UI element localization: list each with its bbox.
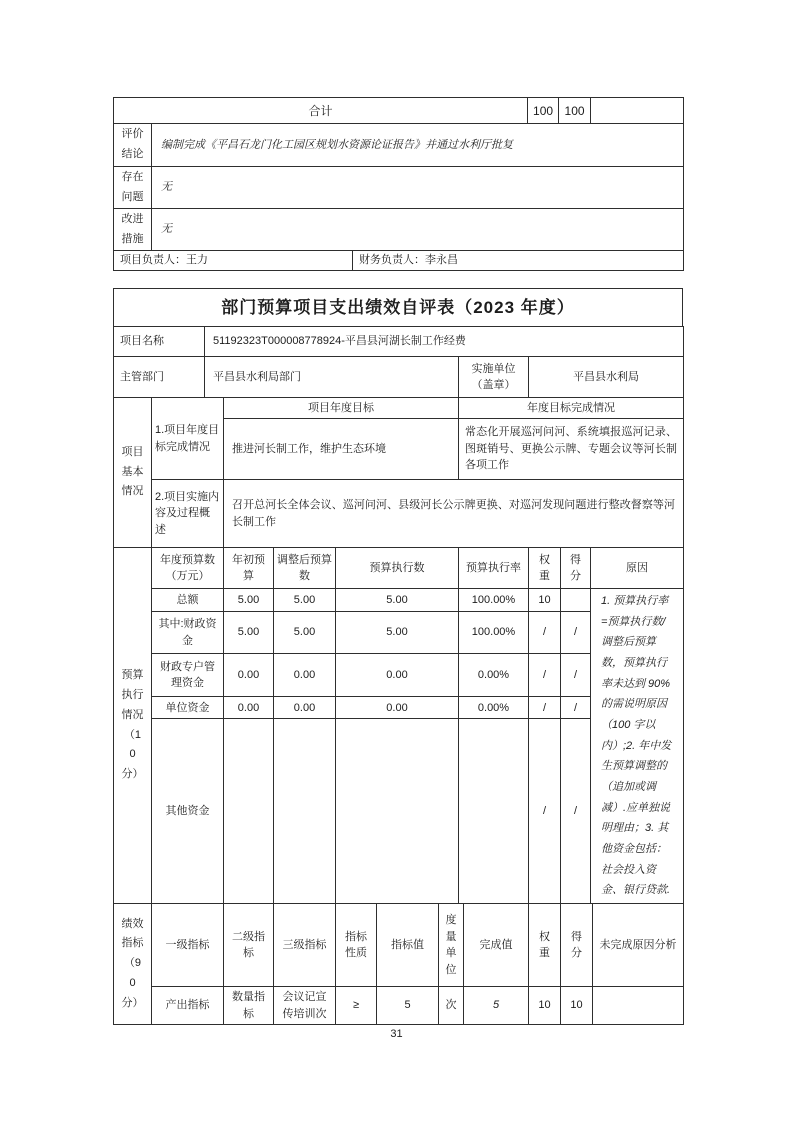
execution-rate (459, 719, 529, 904)
perf-col-header: 一级指标 (152, 904, 224, 987)
project-name-value: 51192323T000008778924-平昌县河湖长制工作经费 (205, 327, 684, 357)
form-title: 部门预算项目支出绩效自评表（2023 年度） (114, 289, 683, 327)
incomplete-analysis (593, 987, 684, 1025)
budget-col-header: 权重 (529, 548, 561, 589)
score-value: / (561, 697, 591, 719)
adjusted-budget: 0.00 (274, 654, 336, 697)
score-value: / (561, 654, 591, 697)
total-row (114, 98, 684, 124)
initial-budget (224, 719, 274, 904)
level1-indicator: 产出指标 (152, 987, 224, 1025)
budget-table (113, 547, 684, 904)
main-table-title-row (113, 288, 683, 327)
perf-col-header: 得分 (561, 904, 593, 987)
total-weight-value: 100 (528, 98, 559, 124)
eval-conclusion-row (114, 124, 684, 167)
implementation-row (114, 480, 684, 548)
annual-goal-row-label: 1.项目年度目标完成情况 (152, 398, 224, 480)
eval-conclusion-label: 评价结论 (114, 124, 152, 167)
executed-budget (336, 719, 459, 904)
executed-budget: 5.00 (336, 612, 459, 654)
budget-col-header: 原因 (591, 548, 684, 589)
project-info-table (113, 326, 684, 398)
executed-budget: 0.00 (336, 654, 459, 697)
budget-header-row (114, 548, 684, 589)
score-value: / (561, 719, 591, 904)
budget-col-header: 得分 (561, 548, 591, 589)
annual-goal-header: 项目年度目标 (224, 398, 459, 419)
page-number: 31 (390, 1028, 403, 1040)
perf-col-header: 指标性质 (336, 904, 377, 987)
adjusted-budget: 0.00 (274, 697, 336, 719)
perf-col-header: 权重 (529, 904, 561, 987)
budget-col-header: 预算执行率 (459, 548, 529, 589)
dept-value: 平昌县水利局部门 (205, 357, 459, 398)
problems-row (114, 167, 684, 209)
project-name-row (114, 327, 684, 357)
budget-row-label: 财政专户管理资金 (152, 654, 224, 697)
execution-rate: 100.00% (459, 589, 529, 612)
dept-row (114, 357, 684, 398)
budget-row-label: 其他资金 (152, 719, 224, 904)
dept-label: 主管部门 (114, 357, 205, 398)
weight-value: / (529, 612, 561, 654)
performance-header-row (114, 904, 684, 987)
perf-col-header: 度量单位 (439, 904, 464, 987)
score-value (561, 589, 591, 612)
weight-value: / (529, 719, 561, 904)
total-remark-cell (591, 98, 684, 124)
performance-table (113, 903, 684, 1025)
adjusted-budget: 5.00 (274, 589, 336, 612)
basic-section-label: 项目基本情况 (114, 398, 152, 548)
perf-col-header: 三级指标 (274, 904, 336, 987)
leaders-row (114, 251, 684, 271)
reason-text: 1. 预算执行率=预算执行数/调整后预算数，预算执行率未达到 90%的需说明原因（100 字以内）;2. 年中发生预算调整的（追加或调减）.应单独说明理由；3. 其他资金包括：社会投入资金、银行贷款. (591, 589, 684, 904)
execution-rate: 0.00% (459, 697, 529, 719)
budget-row-label: 总额 (152, 589, 224, 612)
indicator-target-value: 5 (377, 987, 439, 1025)
budget-row-total (114, 589, 684, 612)
execution-rate: 0.00% (459, 654, 529, 697)
eval-conclusion-value: 编制完成《平昌石龙门化工园区规划水资源论证报告》并通过水利厅批复 (152, 124, 684, 167)
budget-row-label: 其中:财政资金 (152, 612, 224, 654)
finance-leader: 财务负责人：李永昌 (353, 251, 684, 271)
performance-section-label: 绩效指标（90 分） (114, 904, 152, 1025)
total-label: 合计 (114, 98, 528, 124)
budget-col-header: 年初预算 (224, 548, 274, 589)
project-leader: 项目负责人：王力 (114, 251, 353, 271)
execution-rate: 100.00% (459, 612, 529, 654)
main-table-wrap (113, 288, 684, 1025)
perf-col-header: 指标值 (377, 904, 439, 987)
weight-value: / (529, 697, 561, 719)
weight-value: 10 (529, 987, 561, 1025)
improvements-label: 改进措施 (114, 209, 152, 251)
budget-col-header: 预算执行数 (336, 548, 459, 589)
basic-info-table (113, 397, 684, 548)
completed-value: 5 (464, 987, 529, 1025)
perf-col-header: 未完成原因分析 (593, 904, 684, 987)
initial-budget: 0.00 (224, 654, 274, 697)
implementation-label: 2.项目实施内容及过程概述 (152, 480, 224, 548)
perf-col-header: 二级指标 (224, 904, 274, 987)
executed-budget: 0.00 (336, 697, 459, 719)
project-name-label: 项目名称 (114, 327, 205, 357)
weight-value: 10 (529, 589, 561, 612)
initial-budget: 5.00 (224, 612, 274, 654)
perf-col-header: 完成值 (464, 904, 529, 987)
level2-indicator: 数量指标 (224, 987, 274, 1025)
problems-label: 存在问题 (114, 167, 152, 209)
adjusted-budget (274, 719, 336, 904)
score-value: / (561, 612, 591, 654)
measure-unit: 次 (439, 987, 464, 1025)
improvements-value: 无 (152, 209, 684, 251)
goal-header-row (114, 398, 684, 419)
budget-section-label: 预算执行情况（10 分） (114, 548, 152, 904)
weight-value: / (529, 654, 561, 697)
goal-completion-header: 年度目标完成情况 (459, 398, 684, 419)
budget-row-label: 单位资金 (152, 697, 224, 719)
indicator-nature: ≥ (336, 987, 377, 1025)
summary-table-wrap (113, 97, 684, 271)
budget-col-header: 调整后预算数 (274, 548, 336, 589)
goal-completion-value: 常态化开展巡河问河、系统填报巡河记录、图斑销号、更换公示牌、专题会议等河长制各项工作 (459, 419, 684, 480)
executed-budget: 5.00 (336, 589, 459, 612)
summary-table (113, 97, 684, 271)
problems-value: 无 (152, 167, 684, 209)
initial-budget: 5.00 (224, 589, 274, 612)
impl-unit-label: 实施单位（盖章） (459, 357, 529, 398)
initial-budget: 0.00 (224, 697, 274, 719)
adjusted-budget: 5.00 (274, 612, 336, 654)
impl-unit-value: 平昌县水利局 (529, 357, 684, 398)
improvements-row (114, 209, 684, 251)
score-value: 10 (561, 987, 593, 1025)
budget-col-header: 年度预算数（万元） (152, 548, 224, 589)
level3-indicator: 会议记宣传培训次 (274, 987, 336, 1025)
implementation-value: 召开总河长全体会议、巡河问河、县级河长公示牌更换、对巡河发现问题进行整改督察等河长制工作 (224, 480, 684, 548)
total-score-value: 100 (559, 98, 591, 124)
annual-goal-value: 推进河长制工作，维护生态环境 (224, 419, 459, 480)
performance-data-row (114, 987, 684, 1025)
